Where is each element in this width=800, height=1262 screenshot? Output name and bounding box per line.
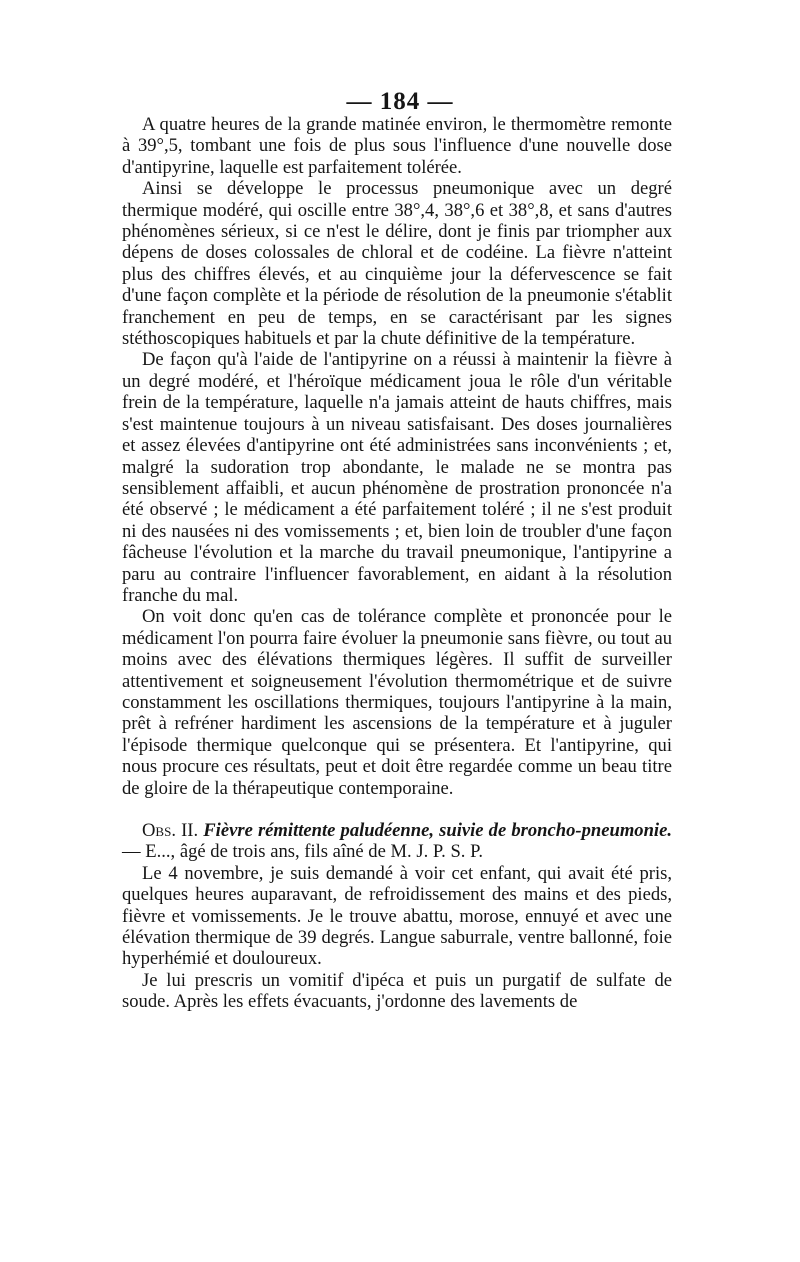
paragraph-4: On voit donc qu'en cas de tolérance complète et prononcée pour le médicament l'on pourra faire évoluer la pneumonie sans fièvre, ou tout au moins avec des élévations thermiques légères. Il suffit de surveiller attentivement et soigneusement l'évolution thermométrique et de suivre constamment les oscillations thermiques, toujours l'antipyrine à la main, prêt à refréner hardiment les ascensions de la température et à juguler l'épisode thermique quelconque qui se présentera. Et l'antipyrine, qui nous procure ces résultats, peut et doit être regardée comme un beau titre de gloire de la thérapeutique contemporaine. [122,606,672,799]
observation-title: Fièvre rémittente paludéenne, suivie de broncho-pneumonie. [203,820,672,841]
paragraph-2: Ainsi se développe le processus pneumonique avec un degré thermique modéré, qui oscille entre 38°,4, 38°,6 et 38°,8, et sans d'autres phénomènes sérieux, si ce n'est le délire, dont je finis par triompher aux dépens de doses colossales de chloral et de codéine. La fièvre n'atteint plus des chiffres élevés, et au cinquième jour la défervescence se fait d'une façon complète et la période de résolution de la pneumonie s'établit franchement en peu de temps, en se caractérisant par les signes stéthoscopiques habituels et par la chute définitive de la température. [122,178,672,350]
page-number: — 184 — [346,88,454,115]
paragraph-6: Je lui prescris un vomitif d'ipéca et puis un purgatif de sulfate de soude. Après les effets évacuants, j'ordonne des lavements de [122,969,672,1013]
document-body [122,114,672,1013]
observation-label: Obs. II. [142,820,199,841]
observation-heading [122,820,672,863]
observation-subject: — E..., âgé de trois ans, fils aîné de M. J. P. S. P. [122,841,484,863]
paragraph-1: A quatre heures de la grande matinée environ, le thermomètre remonte à 39°,5, tombant une fois de plus sous l'influence d'une nouvelle dose d'antipyrine, laquelle est parfaitement tolérée. [122,114,672,178]
paragraph-5: Le 4 novembre, je suis demandé à voir cet enfant, qui avait été pris, quelques heures auparavant, de refroidissement des mains et des pieds, fièvre et vomissements. Je le trouve abattu, morose, ennuyé et avec une élévation thermique de 39 degrés. Langue saburrale, ventre ballonné, foie hyperhémié et douloureux. [122,862,672,970]
paragraph-3: De façon qu'à l'aide de l'antipyrine on a réussi à maintenir la fièvre à un degré modéré, et l'héroïque médicament joua le rôle d'un véritable frein de la température, laquelle n'a jamais atteint de hauts chiffres, mais s'est maintenue toujours à un niveau satisfaisant. Des doses journalières et assez élevées d'antipyrine ont été administrées sans inconvénients ; et, malgré la sudoration trop abondante, le malade ne se montra pas sensiblement affaibli, et aucun phénomène de prostration prononcée n'a été observé ; le médicament a été parfaitement toléré ; il ne s'est produit ni des nausées ni des vomissements ; et, bien loin de troubler d'une façon fâcheuse l'évolution et la marche du travail pneumonique, l'antipyrine a paru au contraire l'influencer favorablement, en aidant à la résolution franche du mal. [122,349,672,606]
